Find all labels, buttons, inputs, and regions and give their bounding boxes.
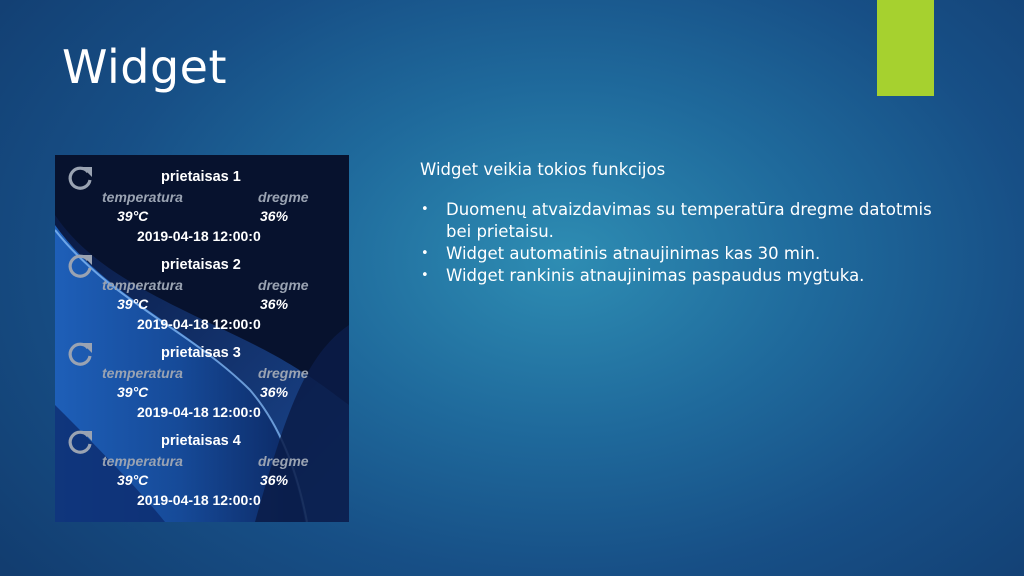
bullet-item [420, 243, 940, 265]
device-name: prietaisas 1 [161, 169, 241, 185]
bullet-item [420, 265, 940, 287]
device-row-2 [55, 243, 349, 331]
refresh-icon[interactable] [65, 251, 95, 281]
accent-bar [877, 0, 934, 96]
device-row-4 [55, 419, 349, 507]
humidity-label: dregme [258, 365, 309, 381]
refresh-icon[interactable] [65, 427, 95, 457]
timestamp: 2019-04-18 12:00:0 [137, 492, 261, 508]
bullet-text: Widget rankinis atnaujinimas paspaudus mygtuka. [446, 266, 865, 285]
timestamp: 2019-04-18 12:00:0 [137, 228, 261, 244]
slide-title: Widget [62, 40, 227, 94]
bullet-marker: • [421, 268, 429, 283]
bullet-text: Widget automatinis atnaujinimas kas 30 min. [446, 244, 821, 263]
temperature-value: 39°C [117, 472, 149, 488]
humidity-label: dregme [258, 277, 309, 293]
device-row-3 [55, 331, 349, 419]
temperature-label: temperatura [102, 365, 183, 381]
humidity-label: dregme [258, 453, 309, 469]
bullet-text: Duomenų atvaizdavimas su temperatūra dregme datotmis bei prietaisu. [446, 200, 932, 241]
humidity-value: 36% [260, 384, 289, 400]
timestamp: 2019-04-18 12:00:0 [137, 404, 261, 420]
temperature-value: 39°C [117, 208, 149, 224]
device-name: prietaisas 4 [161, 433, 241, 449]
temperature-value: 39°C [117, 384, 149, 400]
bullet-marker: • [421, 246, 429, 261]
humidity-value: 36% [260, 208, 289, 224]
humidity-value: 36% [260, 472, 289, 488]
content-heading: Widget veikia tokios funkcijos [420, 160, 666, 179]
bullet-item [420, 199, 940, 243]
device-name: prietaisas 3 [161, 345, 241, 361]
bullet-marker: • [421, 202, 429, 217]
humidity-label: dregme [258, 189, 309, 205]
bullet-list [420, 199, 940, 287]
temperature-label: temperatura [102, 189, 183, 205]
timestamp: 2019-04-18 12:00:0 [137, 316, 261, 332]
refresh-icon[interactable] [65, 339, 95, 369]
temperature-label: temperatura [102, 277, 183, 293]
content-block [420, 160, 940, 287]
humidity-value: 36% [260, 296, 289, 312]
temperature-value: 39°C [117, 296, 149, 312]
refresh-icon[interactable] [65, 163, 95, 193]
temperature-label: temperatura [102, 453, 183, 469]
widget-screenshot [55, 155, 349, 522]
device-name: prietaisas 2 [161, 257, 241, 273]
device-row-1 [55, 155, 349, 243]
